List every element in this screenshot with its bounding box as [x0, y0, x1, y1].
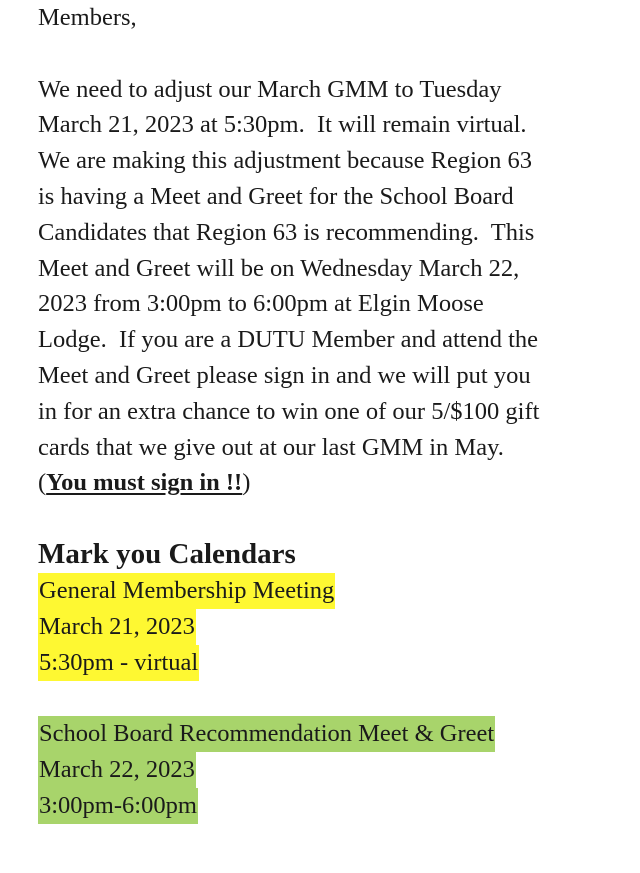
paren-open: ( — [38, 469, 47, 497]
event-date: March 21, 2023 — [38, 609, 196, 645]
event-meet-and-greet — [38, 716, 628, 823]
paragraph-line: in for an extra chance to win one of our 5/$100 gift — [38, 397, 540, 425]
paragraph-line: Meet and Greet will be on Wednesday March 22, — [38, 254, 520, 282]
event-time: 5:30pm - virtual — [38, 645, 199, 681]
paragraph-line: We are making this adjustment because Region 63 — [38, 147, 533, 175]
spacer — [38, 501, 628, 531]
spacer — [38, 681, 628, 717]
paragraph-line: Candidates that Region 63 is recommending. This — [38, 218, 535, 246]
paragraph-line: We need to adjust our March GMM to Tuesday — [38, 75, 502, 103]
greeting: Members, — [38, 4, 137, 31]
email-body — [38, 0, 628, 824]
paragraph-line: cards that we give out at our last GMM in May. — [38, 433, 504, 461]
paren-close: ) — [242, 469, 251, 497]
paragraph-line: Lodge. If you are a DUTU Member and attend the — [38, 326, 539, 354]
paragraph-line: is having a Meet and Greet for the School Board — [38, 182, 514, 210]
spacer — [38, 36, 628, 72]
calendar-heading: Mark you Calendars — [38, 538, 296, 571]
announcement-paragraph — [38, 72, 628, 502]
paragraph-line: Meet and Greet please sign in and we will put you — [38, 361, 531, 389]
event-gmm — [38, 573, 628, 680]
event-time: 3:00pm-6:00pm — [38, 788, 198, 824]
paragraph-line: 2023 from 3:00pm to 6:00pm at Elgin Moose — [38, 290, 484, 318]
sign-in-emphasis: You must sign in !! — [46, 469, 243, 497]
paragraph-line: March 21, 2023 at 5:30pm. It will remain virtual. — [38, 111, 527, 139]
event-title: General Membership Meeting — [38, 573, 335, 609]
sign-in-note — [38, 465, 628, 501]
event-title: School Board Recommendation Meet & Greet — [38, 716, 495, 752]
event-date: March 22, 2023 — [38, 752, 196, 788]
